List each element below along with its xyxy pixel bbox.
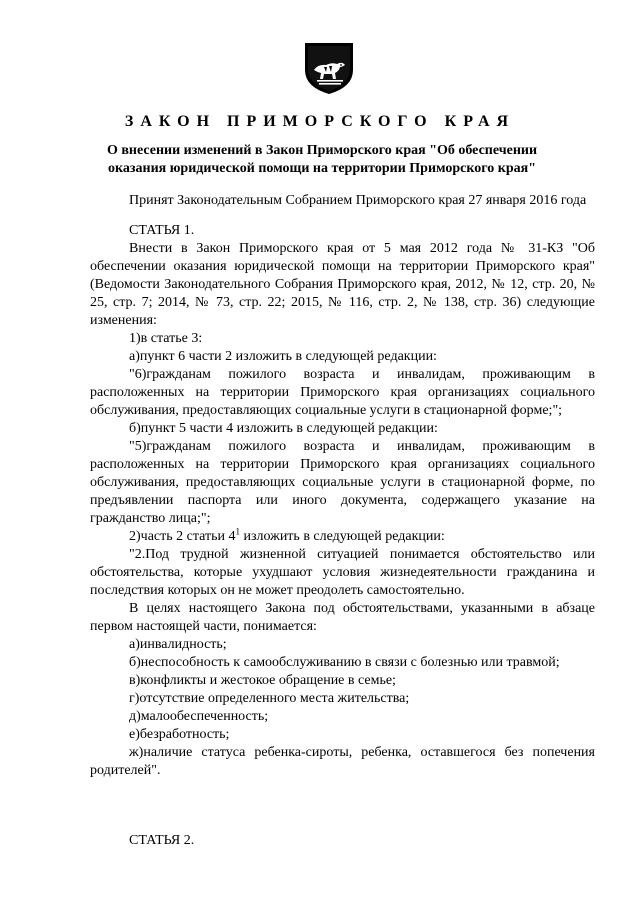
coat-of-arms-emblem bbox=[302, 40, 356, 96]
paragraph: 1)в статье 3: bbox=[129, 331, 203, 346]
list-item: ж)наличие статуса ребенка-сироты, ребенка, оставшегося без попечения родителей". bbox=[90, 745, 595, 778]
paragraph: а)пункт 6 части 2 изложить в следующей редакции: bbox=[129, 349, 437, 364]
list-item: д)малообеспеченность; bbox=[129, 709, 269, 724]
list-item: г)отсутствие определенного места жительства; bbox=[129, 691, 410, 706]
superscript: 1 bbox=[235, 526, 240, 537]
paragraph: Внести в Закон Приморского края от 5 мая 2012 года № 31-КЗ "Об обеспечении оказания юридической помощи на территории Приморского края" (Ведомости Законодательного Собрания Приморского края, 2012, № 12, стр. 20, № 25, стр. 7; 2014, № 73, стр. 22; 2015, № 116, стр. 2, № 138, стр. 36) следующие изменения: bbox=[90, 241, 595, 328]
subtitle-line-2: оказания юридической помощи на территории Приморского края" bbox=[108, 161, 536, 176]
article-1-heading: СТАТЬЯ 1. bbox=[129, 223, 195, 238]
list-item: е)безработность; bbox=[129, 727, 230, 742]
law-subtitle bbox=[92, 142, 552, 178]
paragraph: "2.Под трудной жизненной ситуацией понимается обстоятельство или обстоятельства, которые ухудшают условия жизнедеятельности гражданина и последствия которых он не может преодолеть самостоятельно. bbox=[90, 547, 595, 598]
list-item: а)инвалидность; bbox=[129, 637, 227, 652]
paragraph: В целях настоящего Закона под обстоятельствами, указанными в абзаце первом настоящей части, понимается: bbox=[90, 601, 595, 634]
paragraph-text: 2)часть 2 статьи 4 bbox=[129, 529, 236, 544]
paragraph: "6)гражданам пожилого возраста и инвалидам, проживающим в расположенных на территории Приморского края организациях социального обслуживания, предоставляющих социальные услуги в стационарной форме;"; bbox=[90, 367, 595, 418]
law-body bbox=[90, 192, 595, 850]
list-item: б)неспособность к самообслуживанию в связи с болезнью или травмой; bbox=[129, 655, 560, 670]
paragraph: "5)гражданам пожилого возраста и инвалидам, проживающим в расположенных на территории Приморского края организациях социального обслуживания, предоставляющих социальные услуги в стационарной форме, по предъявлении паспорта или иного документа, содержащего указание на гражданство лица;"; bbox=[90, 439, 595, 526]
subtitle-line-1: О внесении изменений в Закон Приморского края "Об обеспечении bbox=[106, 143, 538, 158]
paragraph-text: изложить в следующей редакции: bbox=[239, 529, 445, 544]
adoption-note: Принят Законодательным Собранием Приморского края 27 января 2016 года bbox=[129, 193, 587, 208]
list-item: в)конфликты и жестокое обращение в семье; bbox=[129, 673, 396, 688]
article-2-heading: СТАТЬЯ 2. bbox=[129, 833, 195, 848]
paragraph: б)пункт 5 части 4 изложить в следующей редакции: bbox=[129, 421, 438, 436]
paragraph bbox=[90, 528, 595, 546]
law-title: ЗАКОН ПРИМОРСКОГО КРАЯ bbox=[124, 113, 516, 130]
